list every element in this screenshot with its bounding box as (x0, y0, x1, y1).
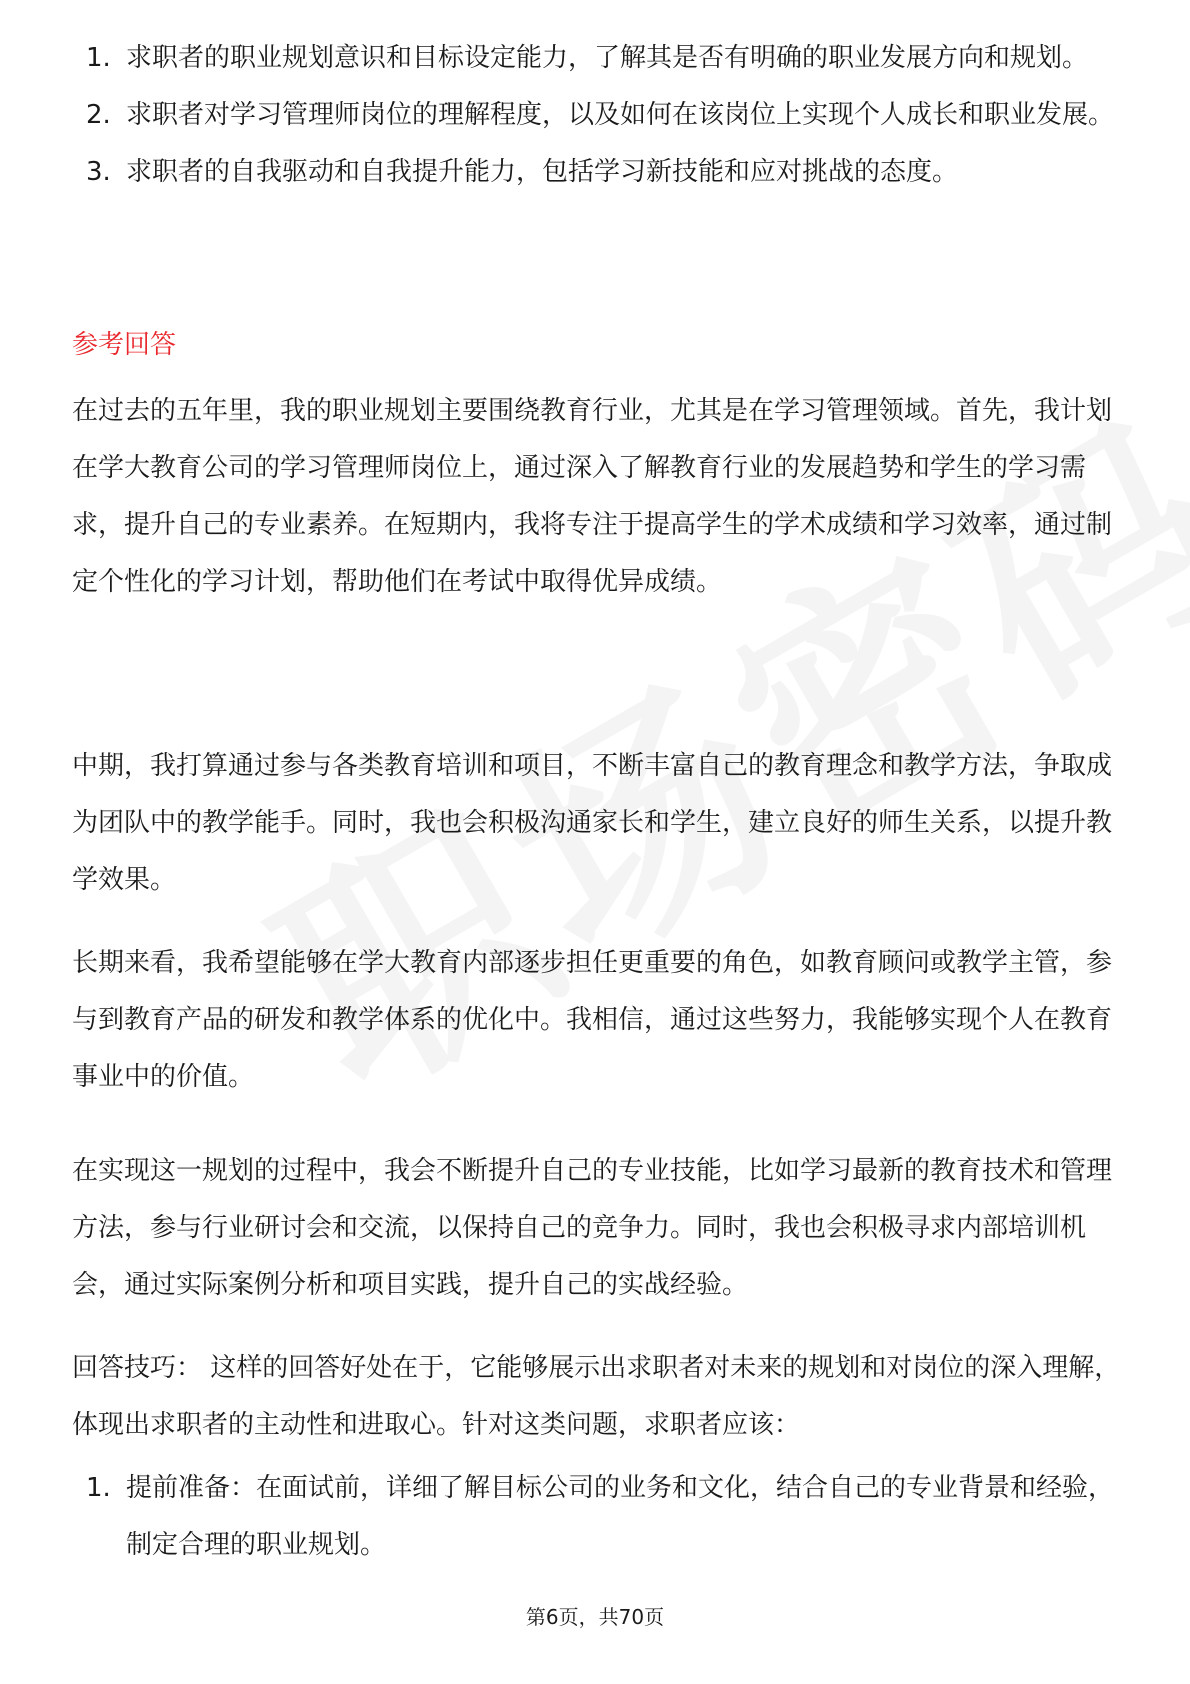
list-number: 3. (86, 157, 111, 187)
page-footer: 第6页，共70页 (525, 1605, 665, 1629)
list-number: 1. (86, 1473, 111, 1503)
list-item-text: 提前准备：在面试前，详细了解目标公司的业务和文化，结合自己的专业背景和经验，制定合理的职业规划。 (126, 1473, 1115, 1560)
tips-list (72, 1460, 1122, 1574)
criteria-list (72, 30, 1122, 201)
answer-paragraph: 中期，我打算通过参与各类教育培训和项目，不断丰富自己的教育理念和教学方法，争取成为团队中的教学能手。同时，我也会积极沟通家长和学生，建立良好的师生关系，以提升教学效果。 (72, 751, 1113, 895)
list-item (72, 87, 1122, 144)
list-item-text: 求职者的职业规划意识和目标设定能力，了解其是否有明确的职业发展方向和规划。 (126, 43, 1089, 73)
list-number: 2. (86, 100, 111, 130)
list-number: 1. (86, 43, 111, 73)
answer-paragraph: 在实现这一规划的过程中，我会不断提升自己的专业技能，比如学习最新的教育技术和管理方法，参与行业研讨会和交流，以保持自己的竞争力。同时，我也会积极寻求内部培训机会，通过实际案例分析和项目实践，提升自己的实战经验。 (72, 1156, 1113, 1300)
list-item (72, 30, 1122, 87)
answer-paragraph: 长期来看，我希望能够在学大教育内部逐步担任更重要的角色，如教育顾问或教学主管，参与到教育产品的研发和教学体系的优化中。我相信，通过这些努力，我能够实现个人在教育事业中的价值。 (72, 948, 1113, 1092)
list-item-text: 求职者的自我驱动和自我提升能力，包括学习新技能和应对挑战的态度。 (126, 157, 959, 187)
list-item (72, 1460, 1122, 1574)
list-item (72, 144, 1122, 201)
answer-tips-paragraph: 回答技巧： 这样的回答好处在于，它能够展示出求职者对未来的规划和对岗位的深入理解，体现出求职者的主动性和进取心。针对这类问题，求职者应该： (72, 1353, 1121, 1440)
section-title: 参考回答 (72, 330, 177, 360)
answer-paragraph: 在过去的五年里，我的职业规划主要围绕教育行业，尤其是在学习管理领域。首先，我计划在学大教育公司的学习管理师岗位上，通过深入了解教育行业的发展趋势和学生的学习需求，提升自己的专业素养。在短期内，我将专注于提高学生的学术成绩和学习效率，通过制定个性化的学习计划，帮助他们在考试中取得优异成绩。 (72, 396, 1113, 597)
list-item-text: 求职者对学习管理师岗位的理解程度，以及如何在该岗位上实现个人成长和职业发展。 (126, 100, 1115, 130)
